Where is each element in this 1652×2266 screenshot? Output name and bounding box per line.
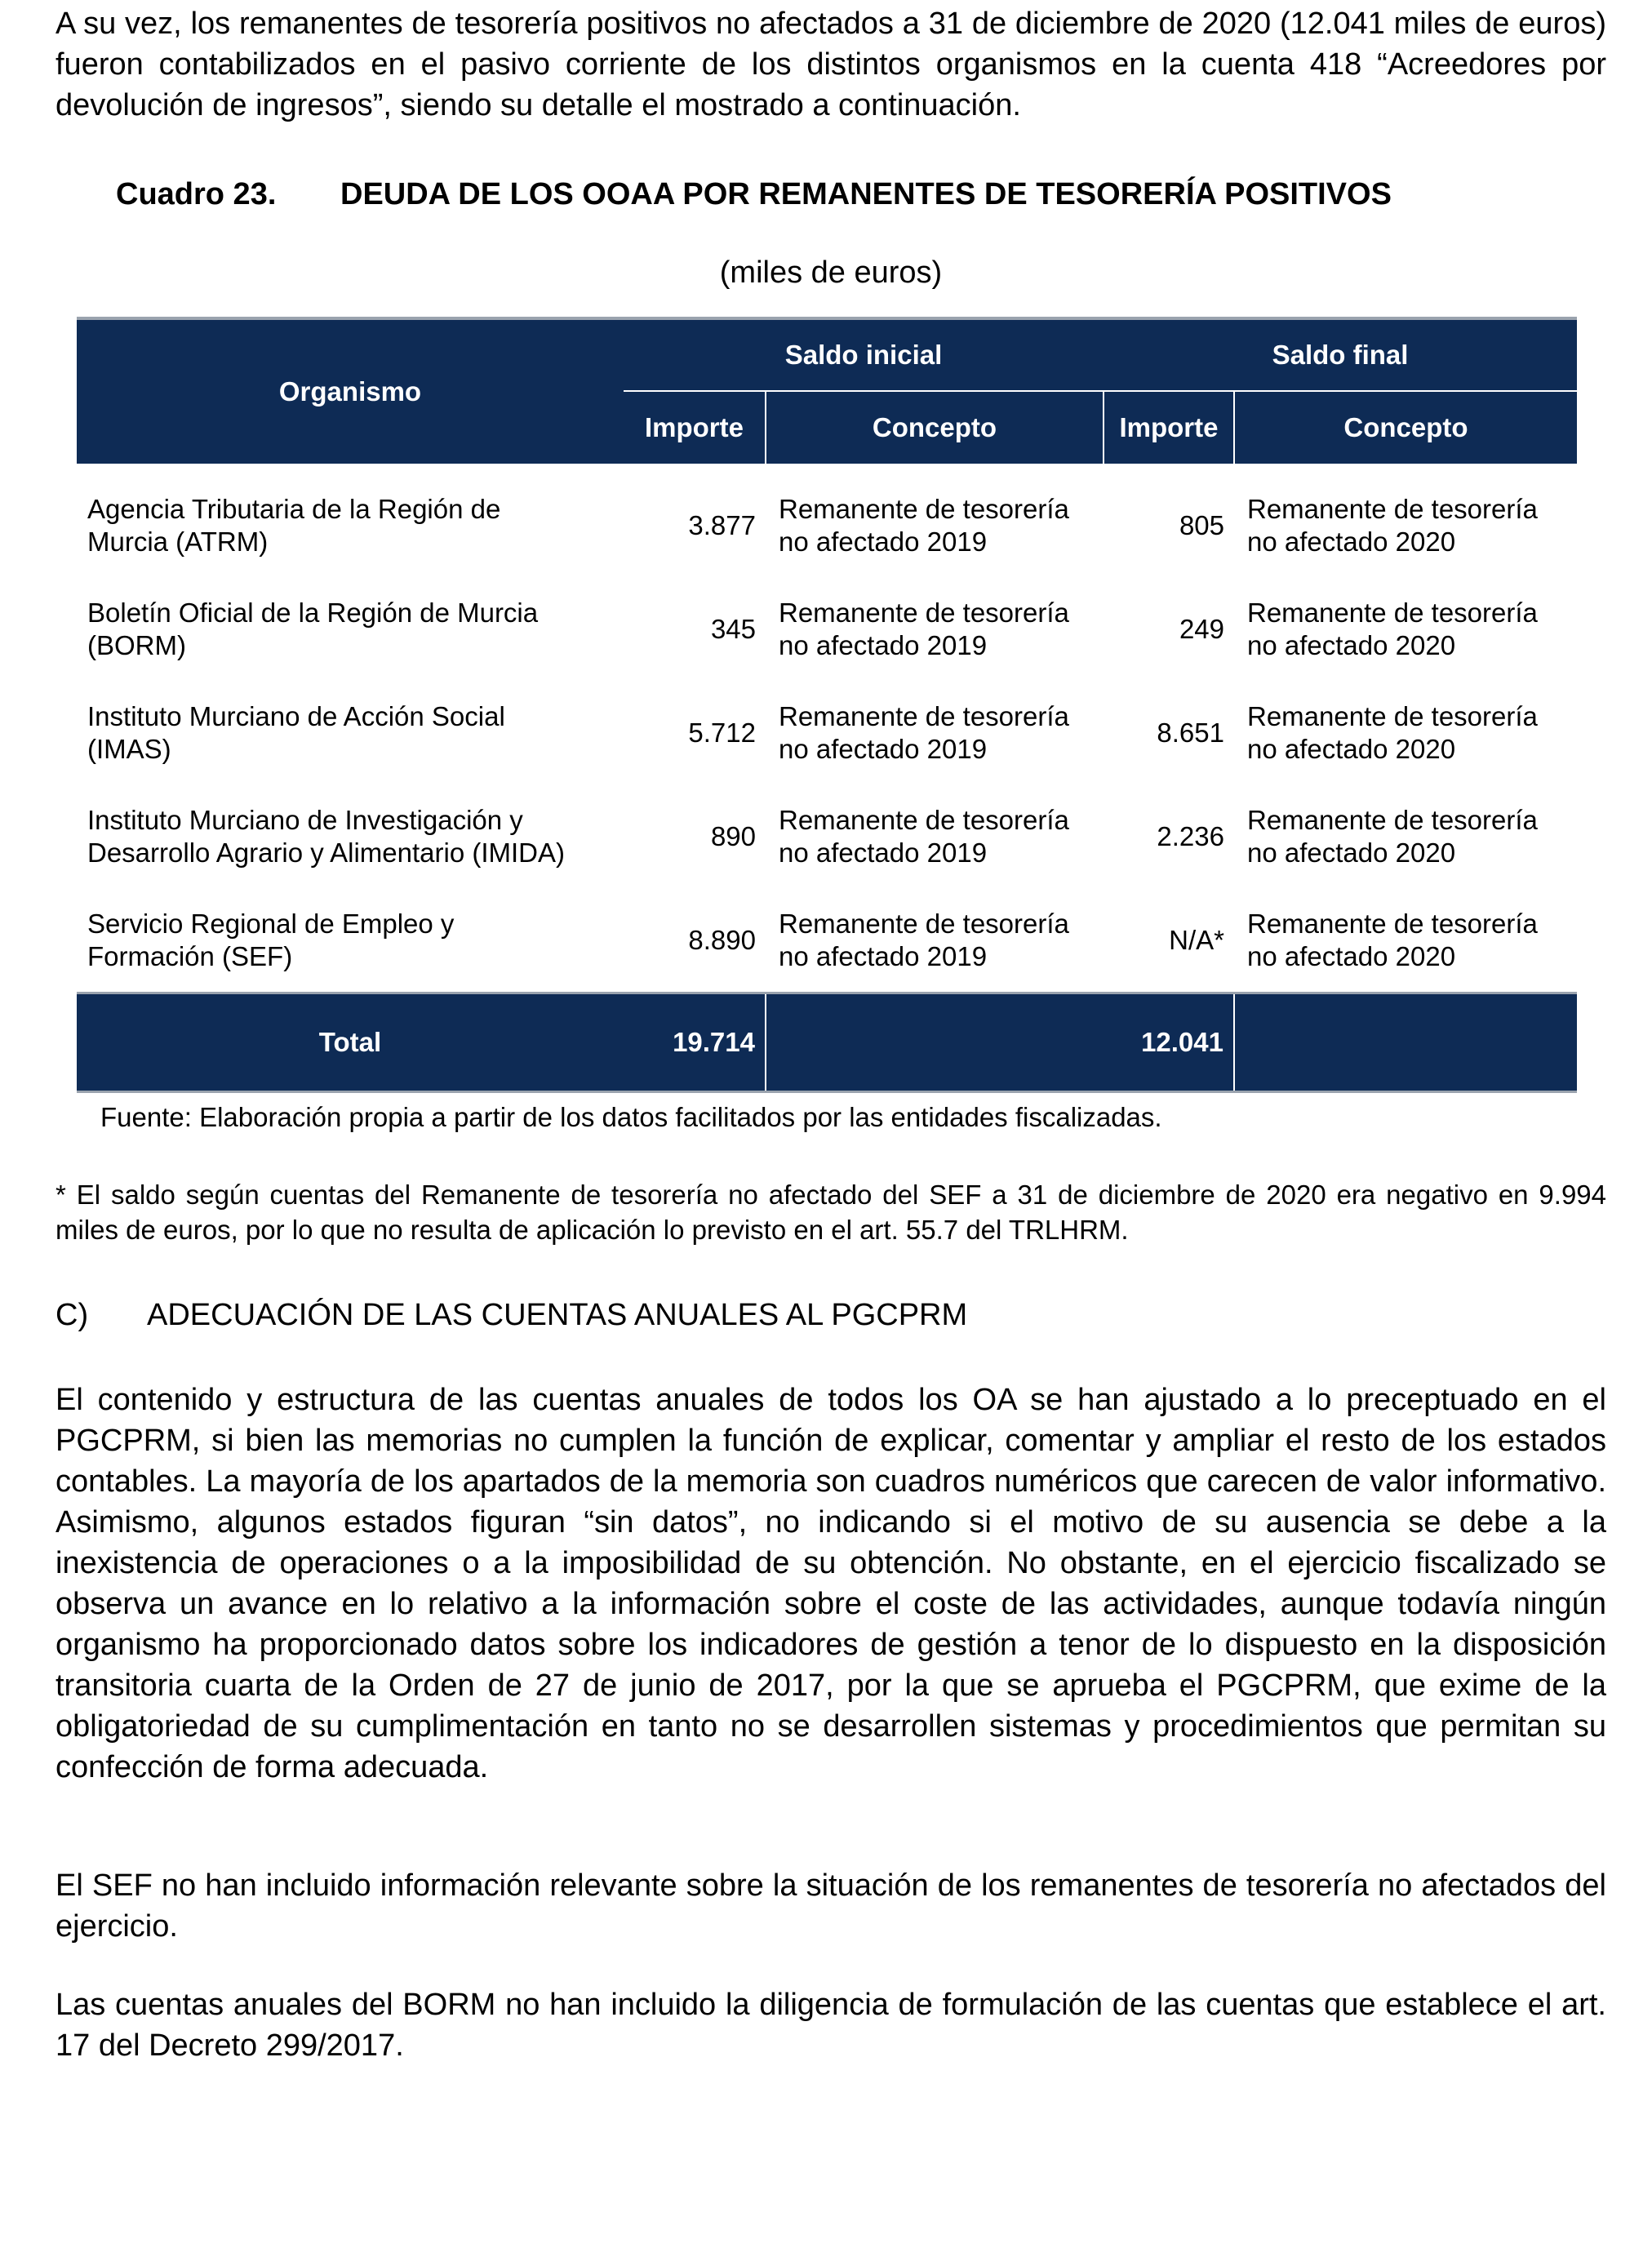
organismo-cell: Servicio Regional de Empleo y Formación (SEF) xyxy=(87,908,455,971)
table-row xyxy=(77,464,1577,577)
importe-final-cell: N/A* xyxy=(1169,924,1224,955)
concepto-inicial-cell: Remanente de tesorería no afectado 2019 xyxy=(779,700,1069,764)
importe-final-cell: 249 xyxy=(1179,613,1224,644)
total-row xyxy=(77,993,1577,1092)
table-row xyxy=(77,784,1577,888)
header-concepto-inicial: Concepto xyxy=(766,391,1104,464)
header-importe-inicial: Importe xyxy=(624,391,766,464)
importe-inicial-cell: 890 xyxy=(710,820,756,851)
table-row xyxy=(77,577,1577,681)
table-source: Fuente: Elaboración propia a partir de los datos facilitados por las entidades fiscalizadas. xyxy=(100,1102,1162,1132)
table-title: DEUDA DE LOS OOAA POR REMANENTES DE TESORERÍA POSITIVOS xyxy=(340,177,1392,211)
header-saldo-final: Saldo final xyxy=(1104,318,1577,391)
section-letter: C) xyxy=(56,1298,89,1332)
concepto-inicial-cell: Remanente de tesorería no afectado 2019 xyxy=(779,493,1069,557)
importe-final-cell: 8.651 xyxy=(1157,717,1224,748)
importe-inicial-cell: 3.877 xyxy=(688,509,756,540)
concepto-final-cell: Remanente de tesorería no afectado 2020 xyxy=(1247,908,1538,971)
table-caption xyxy=(116,177,1392,212)
intro-paragraph: A su vez, los remanentes de tesorería positivos no afectados a 31 de diciembre de 2020 (12.041 miles de euros) fueron contabilizados en el pasivo corriente de los distintos organismos en la cuenta 418 “Acreedores por devolución de ingresos”, siendo su detalle el mostrado a continuación. xyxy=(56,7,1606,122)
table-row xyxy=(77,681,1577,784)
total-empty-cell xyxy=(1234,993,1577,1092)
organismo-cell: Instituto Murciano de Acción Social (IMAS) xyxy=(87,700,505,764)
importe-final-cell: 2.236 xyxy=(1157,820,1224,851)
concepto-inicial-cell: Remanente de tesorería no afectado 2019 xyxy=(779,597,1069,660)
header-organismo: Organismo xyxy=(77,318,624,464)
concepto-final-cell: Remanente de tesorería no afectado 2020 xyxy=(1247,804,1538,868)
table-units: (miles de euros) xyxy=(719,255,943,290)
body-paragraph: El SEF no han incluido información relevante sobre la situación de los remanentes de tesorería no afectados del ejercicio. xyxy=(56,1868,1606,1944)
concepto-final-cell: Remanente de tesorería no afectado 2020 xyxy=(1247,493,1538,557)
total-empty-cell xyxy=(766,993,1104,1092)
total-importe-final: 12.041 xyxy=(1104,993,1234,1092)
table-number: Cuadro 23. xyxy=(116,177,277,211)
header-concepto-final: Concepto xyxy=(1234,391,1577,464)
section-title: ADECUACIÓN DE LAS CUENTAS ANUALES AL PGCPRM xyxy=(147,1298,968,1332)
header-importe-final: Importe xyxy=(1104,391,1234,464)
concepto-final-cell: Remanente de tesorería no afectado 2020 xyxy=(1247,597,1538,660)
concepto-inicial-cell: Remanente de tesorería no afectado 2019 xyxy=(779,804,1069,868)
body-paragraph: El contenido y estructura de las cuentas anuales de todos los OA se han ajustado a lo preceptuado en el PGCPRM, si bien las memorias no cumplen la función de explicar, comentar y ampliar el resto de los estados contables. La mayoría de los apartados de la memoria son cuadros numéricos que carecen de valor informativo. Asimismo, algunos estados figuran “sin datos”, no indicando si el motivo de su ausencia se debe a la inexistencia de operaciones o a la imposibilidad de su obtención. No obstante, en el ejercicio fiscalizado se observa un avance en lo relativo a la información sobre el coste de las actividades, aunque todavía ningún organismo ha proporcionado datos sobre los indicadores de gestión a tenor de lo dispuesto en la disposición transitoria cuarta de la Orden de 27 de junio de 2017, por la que se aprueba el PGCPRM, que exime de la obligatoriedad de su cumplimentación en tanto no se desarrollen sistemas y procedimientos que permitan su confección de forma adecuada. xyxy=(56,1383,1606,1784)
header-saldo-inicial: Saldo inicial xyxy=(624,318,1104,391)
importe-inicial-cell: 5.712 xyxy=(688,717,756,748)
organismo-cell: Agencia Tributaria de la Región de Murcia (ATRM) xyxy=(87,493,501,557)
remanentes-table xyxy=(77,317,1577,1093)
total-importe-inicial: 19.714 xyxy=(624,993,766,1092)
importe-inicial-cell: 8.890 xyxy=(688,924,756,955)
organismo-cell: Instituto Murciano de Investigación y Desarrollo Agrario y Alimentario (IMIDA) xyxy=(87,804,566,868)
total-label: Total xyxy=(77,993,624,1092)
table-row xyxy=(77,888,1577,993)
organismo-cell: Boletín Oficial de la Región de Murcia (BORM) xyxy=(87,597,539,660)
concepto-final-cell: Remanente de tesorería no afectado 2020 xyxy=(1247,700,1538,764)
section-heading xyxy=(56,1298,967,1333)
importe-final-cell: 805 xyxy=(1179,509,1224,540)
body-paragraph: Las cuentas anuales del BORM no han incluido la diligencia de formulación de las cuentas que establece el art. 17 del Decreto 299/2017. xyxy=(56,1988,1606,2063)
concepto-inicial-cell: Remanente de tesorería no afectado 2019 xyxy=(779,908,1069,971)
importe-inicial-cell: 345 xyxy=(710,613,756,644)
table-footnote: * El saldo según cuentas del Remanente de tesorería no afectado del SEF a 31 de diciembre de 2020 era negativo en 9.994 miles de euros, por lo que no resulta de aplicación lo previsto en el art. 55.7 del TRLHRM. xyxy=(56,1180,1606,1245)
